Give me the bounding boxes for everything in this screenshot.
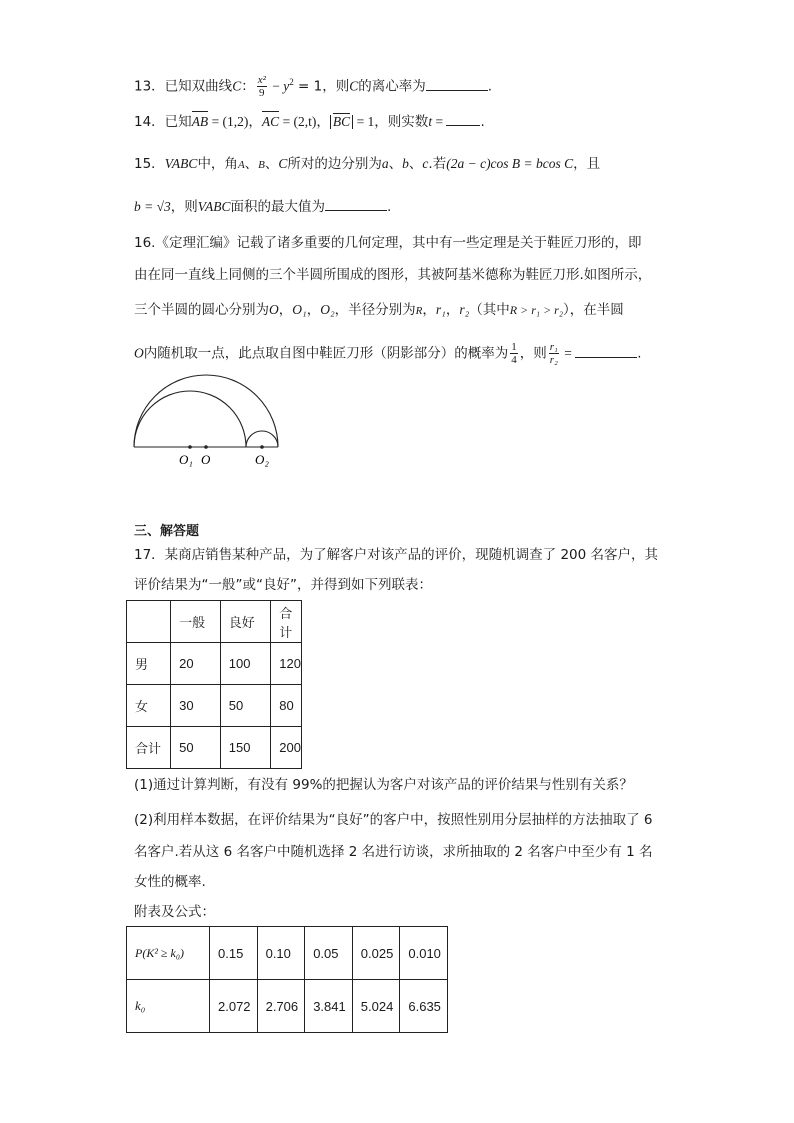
question-17-line-1: 17．某商店销售某种产品，为了解客户对该产品的评价，现随机调查了 200 名客户，其 bbox=[134, 547, 659, 563]
question-16-line-2: 由在同一直线上同侧的三个半圆所围成的图形，其被阿基米德称为鞋匠刀形.如图所示， bbox=[134, 267, 652, 283]
question-17-part-1: (1)通过计算判断，有没有 99%的把握认为客户对该产品的评价结果与性别有关系？ bbox=[134, 777, 633, 793]
table-cell: 3.841 bbox=[305, 980, 353, 1033]
label-o: O bbox=[201, 452, 211, 467]
question-15-line-2: b = √3，则VABC面积的最大值为 . bbox=[134, 199, 392, 215]
table-cell: 0.010 bbox=[400, 927, 448, 980]
table-cell: 2.706 bbox=[257, 980, 305, 1033]
table-cell bbox=[127, 601, 171, 643]
question-16-line-1: 16.《定理汇编》记载了诸多重要的几何定理，其中有一些定理是关于鞋匠刀形的，即 bbox=[134, 235, 642, 251]
question-17-line-2: 评价结果为“一般”或“良好”，并得到如下列联表： bbox=[134, 577, 432, 593]
section-heading: 三、解答题 bbox=[134, 524, 200, 539]
question-17-part-2-line-2: 名客户.若从这 6 名客户中随机选择 2 名进行访谈，求所抽取的 2 名客户中至少有 1 名 bbox=[134, 844, 653, 860]
table-cell: 男 bbox=[127, 643, 171, 685]
small-semicircle bbox=[246, 431, 278, 447]
table-cell: 20 bbox=[171, 643, 221, 685]
table-cell: 0.15 bbox=[210, 927, 258, 980]
table-cell: 50 bbox=[171, 727, 221, 769]
fraction-r1-over-r2: $\frac{\text{r₁}}{\text{r₂}}$ bbox=[549, 341, 558, 366]
vector-bc-norm: BC bbox=[330, 115, 353, 129]
table-row bbox=[127, 980, 448, 1033]
label-o2: O₂ bbox=[255, 452, 269, 467]
contingency-table bbox=[126, 600, 302, 769]
point-o1 bbox=[188, 445, 192, 449]
table-row bbox=[127, 727, 302, 769]
answer-blank bbox=[446, 113, 480, 126]
table-cell: 120 bbox=[271, 643, 302, 685]
table-cell: 2.072 bbox=[210, 980, 258, 1033]
table-cell: 0.10 bbox=[257, 927, 305, 980]
table-cell: 6.635 bbox=[400, 980, 448, 1033]
table-row bbox=[127, 643, 302, 685]
question-13: 13．已知双曲线C： $\frac{\text{x²}}{9}$ − $y^2 = 1$，则C的离心率为 . bbox=[134, 74, 493, 99]
point-o2 bbox=[260, 445, 264, 449]
table-cell: 女 bbox=[127, 685, 171, 727]
question-15-line-1: 15．VABC中，角A、B、C所对的边分别为a、b、c.若(2a − c)cos B = bcos C，且 bbox=[134, 156, 601, 172]
large-semicircle bbox=[134, 375, 278, 447]
table-header-cell: 一般 bbox=[171, 601, 221, 643]
critical-value-table bbox=[126, 926, 448, 1033]
label-o1: O₁ bbox=[179, 452, 193, 467]
table-header-cell: 合计 bbox=[271, 601, 302, 643]
table-row bbox=[127, 685, 302, 727]
table-header-cell: 良好 bbox=[220, 601, 271, 643]
table-cell: 0.025 bbox=[352, 927, 400, 980]
answer-blank bbox=[575, 345, 637, 358]
vector-ab: AB bbox=[191, 114, 209, 129]
question-17-part-2-line-1: (2)利用样本数据，在评价结果为“良好”的客户中，按照性别用分层抽样的方法抽取了 6 bbox=[134, 812, 653, 828]
question-16-line-3: 三个半圆的圆心分别为O，O₁，O₂，半径分别为R，r₁，r₂（其中R > r₁ > r₂），在半圆 bbox=[134, 302, 624, 318]
answer-blank bbox=[325, 198, 387, 211]
table-row bbox=[127, 927, 448, 980]
table-cell: 150 bbox=[220, 727, 271, 769]
answer-blank bbox=[426, 78, 488, 91]
table-cell: 30 bbox=[171, 685, 221, 727]
table-row-label: k₀ bbox=[127, 980, 210, 1033]
fraction-one-quarter: $\frac{1}{4}$ bbox=[511, 341, 517, 366]
table-cell: 50 bbox=[220, 685, 271, 727]
arbelos-figure bbox=[126, 372, 286, 472]
fraction-x2-over-9: $\frac{\text{x²}}{9}$ bbox=[257, 74, 266, 99]
question-17-part-2-line-3: 女性的概率. bbox=[134, 874, 206, 890]
table-cell: 5.024 bbox=[352, 980, 400, 1033]
vector-ac: AC bbox=[261, 114, 280, 129]
table-header-row bbox=[127, 601, 302, 643]
appendix-label: 附表及公式： bbox=[134, 904, 215, 920]
table-cell: 0.05 bbox=[305, 927, 353, 980]
question-16-line-4: O内随机取一点，此点取自图中鞋匠刀形（阴影部分）的概率为 $\frac{1}{4}$ ，则 $\frac{\text{r₁}}{\text{r₂}}$ = . bbox=[134, 341, 642, 366]
table-cell: 100 bbox=[220, 643, 271, 685]
table-cell: 合计 bbox=[127, 727, 171, 769]
table-row-label: P(K² ≥ k₀) bbox=[127, 927, 210, 980]
table-cell: 80 bbox=[271, 685, 302, 727]
question-14: 14．已知AB = (1,2)，AC = (2,t)， BC = 1，则实数t = . bbox=[134, 114, 485, 130]
medium-semicircle bbox=[134, 391, 246, 447]
point-o bbox=[204, 445, 208, 449]
table-cell: 200 bbox=[271, 727, 302, 769]
